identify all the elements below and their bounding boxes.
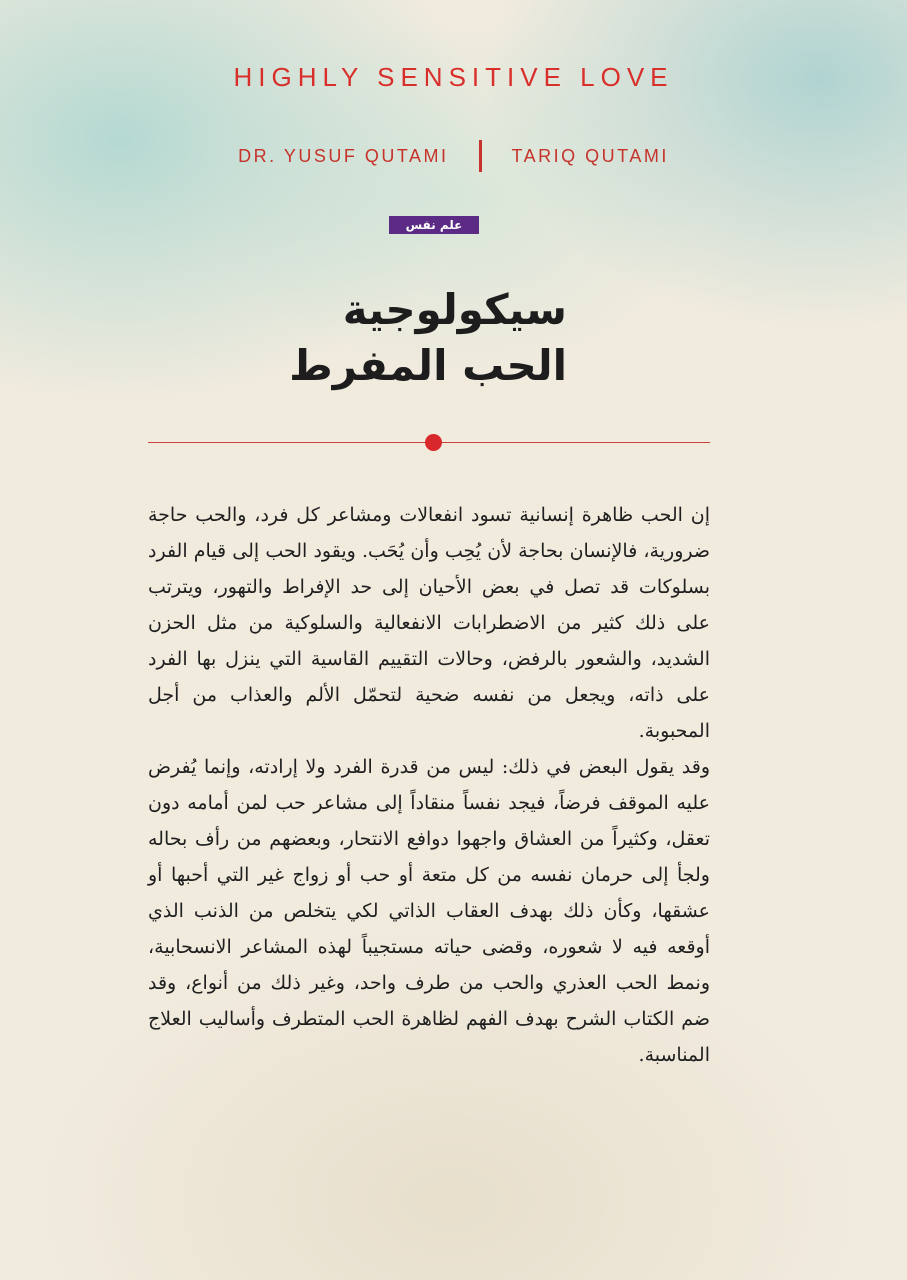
author-left: DR. YUSUF QUTAMI: [238, 145, 449, 166]
description-text: [148, 497, 710, 1073]
category-tag: علم نفس: [389, 216, 479, 234]
author-right: TARIQ QUTAMI: [511, 145, 669, 166]
description-paragraph-1: إن الحب ظاهرة إنسانية تسود انفعالات ومشاعر كل فرد، والحب حاجة ضرورية، فالإنسان بحاجة لأن يُحِب وأن يُحَب. ويقود الحب إلى قيام الفرد بسلوكات قد تصل في بعض الأحيان إلى حد الإفراط والتهور، ويترتب على ذلك كثير من الاضطرابات الانفعالية والسلوكية من مثل الحزن الشديد، والشعور بالرفض، وحالات التقييم القاسية التي ينزل بها الفرد على ذاته، ويجعل من نفسه ضحية لتحمّل الألم والعذاب من أجل المحبوبة.: [148, 504, 710, 742]
english-title: HIGHLY SENSITIVE LOVE: [233, 62, 674, 92]
divider-dot: [425, 434, 442, 451]
author-separator: [479, 140, 482, 172]
arabic-title: [289, 282, 567, 394]
description-paragraph-2: وقد يقول البعض في ذلك: ليس من قدرة الفرد ولا إرادته، وإنما يُفرض عليه الموقف فرضاً، فيجد نفساً منقاداً إلى مشاعر حب لمن أمامه دون تعقل، وكثيراً من العشاق واجهوا دوافع الانتحار، وبعضهم من رأف بحاله ولجأ إلى حرمان نفسه من كل متعة أو حب أو زواج غير التي أحبها أو عشقها، وكأن ذلك بهدف العقاب الذاتي لكي يتخلص من الذنب الذي أوقعه فيه لا شعوره، وقضى حياته مستجيباً لهذه المشاعر الانسحابية، ونمط الحب العذري والحب من طرف واحد، وغير ذلك من أنواع، وقد ضم الكتاب الشرح بهدف الفهم لظاهرة الحب المتطرف وأساليب العلاج المناسبة.: [148, 756, 710, 1066]
authors-line: [0, 140, 907, 172]
arabic-title-line1: سيكولوجية: [342, 285, 567, 334]
arabic-title-line2: الحب المفرط: [289, 341, 567, 390]
